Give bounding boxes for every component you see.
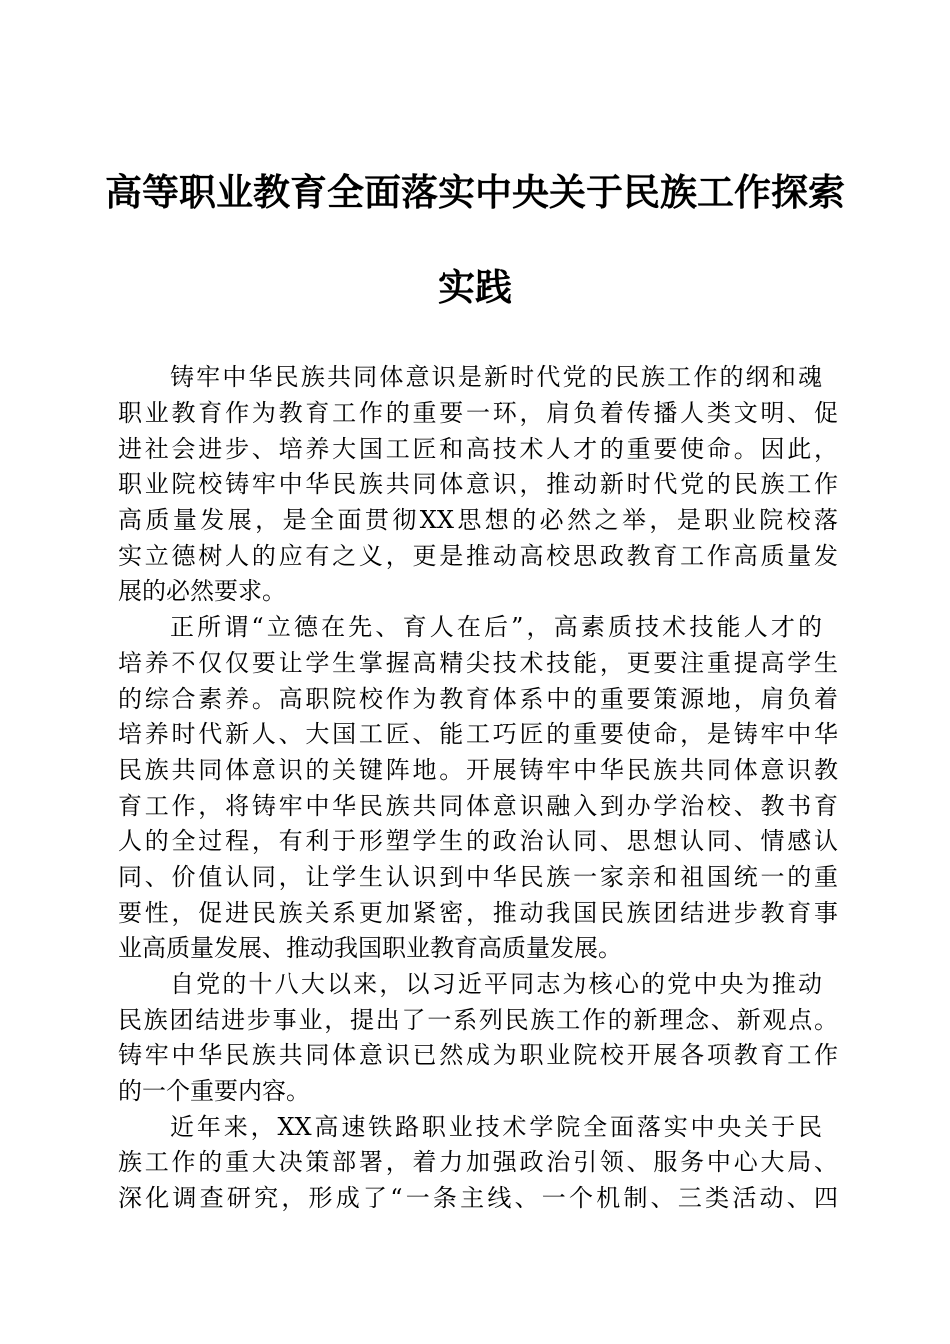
paragraph-line: 业高质量发展、推动我国职业教育高质量发展。 [118, 934, 622, 962]
paragraph-line: 族工作的重大决策部署，着力加强政治引领、服务中心大局、 [118, 1148, 838, 1176]
paragraph-line: 民族共同体意识的关键阵地。开展铸牢中华民族共同体意识教 [118, 756, 838, 784]
paragraph-line: 高质量发展，是全面贯彻XX思想的必然之举，是职业院校落 [118, 506, 838, 534]
paragraph-line: 人的全过程，有利于形塑学生的政治认同、思想认同、情感认 [118, 827, 838, 855]
paragraph-line: 深化调查研究，形成了“一条主线、一个机制、三类活动、四 [118, 1184, 838, 1212]
paragraph-line: 职业教育作为教育工作的重要一环，肩负着传播人类文明、促 [118, 399, 838, 427]
paragraph-line: 正所谓“立德在先、育人在后”，高素质技术技能人才的 [170, 613, 822, 641]
paragraph-line: 自党的十八大以来，以习近平同志为核心的党中央为推动 [170, 970, 822, 998]
document-title-line-1: 高等职业教育全面落实中央关于民族工作探索 [105, 170, 845, 214]
paragraph-line: 铸牢中华民族共同体意识是新时代党的民族工作的纲和魂 [170, 363, 822, 391]
paragraph-line: 的综合素养。高职院校作为教育体系中的重要策源地，肩负着 [118, 685, 838, 713]
paragraph-line: 民族团结进步事业，提出了一系列民族工作的新理念、新观点。 [118, 1006, 838, 1034]
paragraph-line: 铸牢中华民族共同体意识已然成为职业院校开展各项教育工作 [118, 1041, 838, 1069]
paragraph-line: 育工作，将铸牢中华民族共同体意识融入到办学治校、教书育 [118, 792, 838, 820]
paragraph-line: 的一个重要内容。 [118, 1077, 310, 1105]
paragraph-line: 同、价值认同，让学生认识到中华民族一家亲和祖国统一的重 [118, 863, 838, 891]
paragraph-line: 展的必然要求。 [118, 577, 286, 605]
paragraph-line: 进社会进步、培养大国工匠和高技术人才的重要使命。因此， [118, 435, 838, 463]
paragraph-line: 实立德树人的应有之义，更是推动高校思政教育工作高质量发 [118, 542, 838, 570]
paragraph-line: 培养时代新人、大国工匠、能工巧匠的重要使命，是铸牢中华 [118, 720, 838, 748]
paragraph-line: 要性，促进民族关系更加紧密，推动我国民族团结进步教育事 [118, 899, 838, 927]
paragraph-line: 培养不仅仅要让学生掌握高精尖技术技能，更要注重提高学生 [118, 649, 838, 677]
document-title-line-2: 实践 [438, 265, 512, 309]
paragraph-line: 近年来，XX高速铁路职业技术学院全面落实中央关于民 [170, 1113, 822, 1141]
paragraph-line: 职业院校铸牢中华民族共同体意识，推动新时代党的民族工作 [118, 470, 838, 498]
